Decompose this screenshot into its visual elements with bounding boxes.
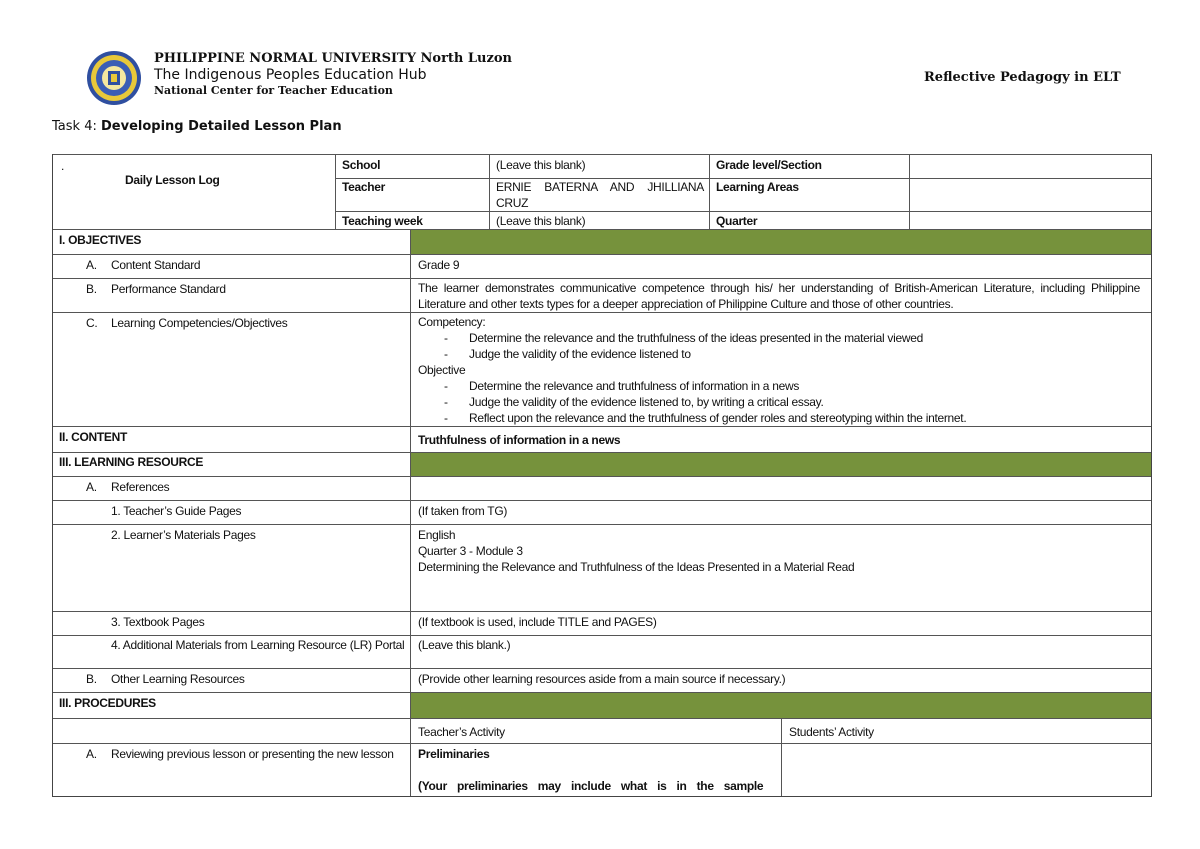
teaching-week-label: Teaching week — [342, 214, 423, 228]
document-header — [0, 0, 1200, 110]
objective-label: Objective — [418, 363, 466, 377]
resources-fill — [411, 453, 1151, 476]
content-standard-mark: A. — [86, 258, 97, 272]
course-title: Reflective Pedagogy in ELT — [924, 70, 1121, 85]
competency-item: Judge the validity of the evidence listened to — [469, 347, 691, 361]
learners-materials-line: English — [418, 528, 456, 542]
references-label: References — [111, 480, 170, 494]
content-heading: II. CONTENT — [59, 430, 128, 444]
competency-item: Determine the relevance and the truthfulness of the ideas presented in the material viewed — [469, 331, 923, 345]
references-mark: A. — [86, 480, 97, 494]
bullet: - — [444, 347, 448, 361]
bullet: - — [444, 331, 448, 345]
teachers-guide-value: (If taken from TG) — [418, 504, 508, 518]
objective-item: Determine the relevance and truthfulness of information in a news — [469, 379, 800, 393]
teacher-value: ERNIE BATERNA AND JHILLIANA CRUZ — [496, 180, 704, 210]
teachers-guide-label: 1. Teacher’s Guide Pages — [111, 504, 242, 518]
hub-name: The Indigenous Peoples Education Hub — [154, 67, 427, 83]
school-label: School — [342, 158, 381, 172]
objectives-heading: I. OBJECTIVES — [59, 233, 142, 247]
performance-standard-label: Performance Standard — [111, 282, 226, 296]
content-standard-value: Grade 9 — [418, 258, 460, 272]
university-name: PHILIPPINE NORMAL UNIVERSITY North Luzon — [154, 51, 512, 66]
center-name: National Center for Teacher Education — [154, 84, 393, 97]
university-seal-icon — [86, 50, 142, 106]
competency-label: Competency: — [418, 315, 486, 329]
textbook-pages-value: (If textbook is used, include TITLE and PAGES) — [418, 615, 657, 629]
teaching-week-value: (Leave this blank) — [496, 214, 586, 228]
task-title — [52, 119, 342, 134]
corner-dot: . — [61, 159, 65, 173]
task-heading: Developing Detailed Lesson Plan — [100, 119, 342, 134]
competencies-label: Learning Competencies/Objectives — [111, 316, 288, 330]
school-value: (Leave this blank) — [496, 158, 586, 172]
performance-standard-mark: B. — [86, 282, 97, 296]
lesson-plan-table — [52, 154, 1152, 797]
other-resources-label: Other Learning Resources — [111, 672, 245, 686]
objectives-fill — [411, 230, 1151, 254]
reviewing-lesson-label: Reviewing previous lesson or presenting the new lesson — [111, 747, 394, 761]
task-number: Task 4: — [52, 119, 97, 134]
objective-item: Judge the validity of the evidence listened to, by writing a critical essay. — [469, 395, 824, 409]
bullet: - — [444, 379, 448, 393]
teachers-activity-header: Teacher’s Activity — [418, 725, 505, 739]
textbook-pages-label: 3. Textbook Pages — [111, 615, 205, 629]
lr-portal-value: (Leave this blank.) — [418, 638, 511, 652]
students-activity-header: Students’ Activity — [789, 725, 874, 739]
reviewing-lesson-mark: A. — [86, 747, 97, 761]
preliminaries-note: (Your preliminaries may include what is in the sample — [418, 779, 764, 793]
objective-item: Reflect upon the relevance and the truthfulness of gender roles and stereotyping within the internet. — [469, 411, 967, 425]
procedures-heading: III. PROCEDURES — [59, 696, 156, 710]
learners-materials-line: Determining the Relevance and Truthfulness of the Ideas Presented in a Material Read — [418, 560, 855, 574]
learners-materials-line: Quarter 3 - Module 3 — [418, 544, 523, 558]
lr-portal-label: 4. Additional Materials from Learning Resource (LR) Portal — [111, 638, 405, 652]
quarter-label: Quarter — [716, 214, 758, 228]
competencies-mark: C. — [86, 316, 98, 330]
content-standard-label: Content Standard — [111, 258, 201, 272]
grade-label: Grade level/Section — [716, 158, 822, 172]
institution-block — [154, 51, 512, 98]
bullet: - — [444, 395, 448, 409]
teacher-label: Teacher — [342, 180, 386, 194]
other-resources-mark: B. — [86, 672, 97, 686]
learners-materials-label: 2. Learner’s Materials Pages — [111, 528, 256, 542]
other-resources-value: (Provide other learning resources aside from a main source if necessary.) — [418, 672, 786, 686]
preliminaries-title: Preliminaries — [418, 747, 490, 761]
learning-areas-label: Learning Areas — [716, 180, 799, 194]
content-value: Truthfulness of information in a news — [418, 433, 621, 447]
performance-standard-value: The learner demonstrates communicative competence through his/ her understanding of British-American Literature, including Philippine Literature and other texts types for a deeper appreciation of Philippine Culture and those of other countries. — [418, 281, 1140, 311]
daily-lesson-log-title: Daily Lesson Log — [125, 173, 220, 187]
procedures-fill — [411, 693, 1151, 718]
bullet: - — [444, 411, 448, 425]
resources-heading: III. LEARNING RESOURCE — [59, 455, 204, 469]
